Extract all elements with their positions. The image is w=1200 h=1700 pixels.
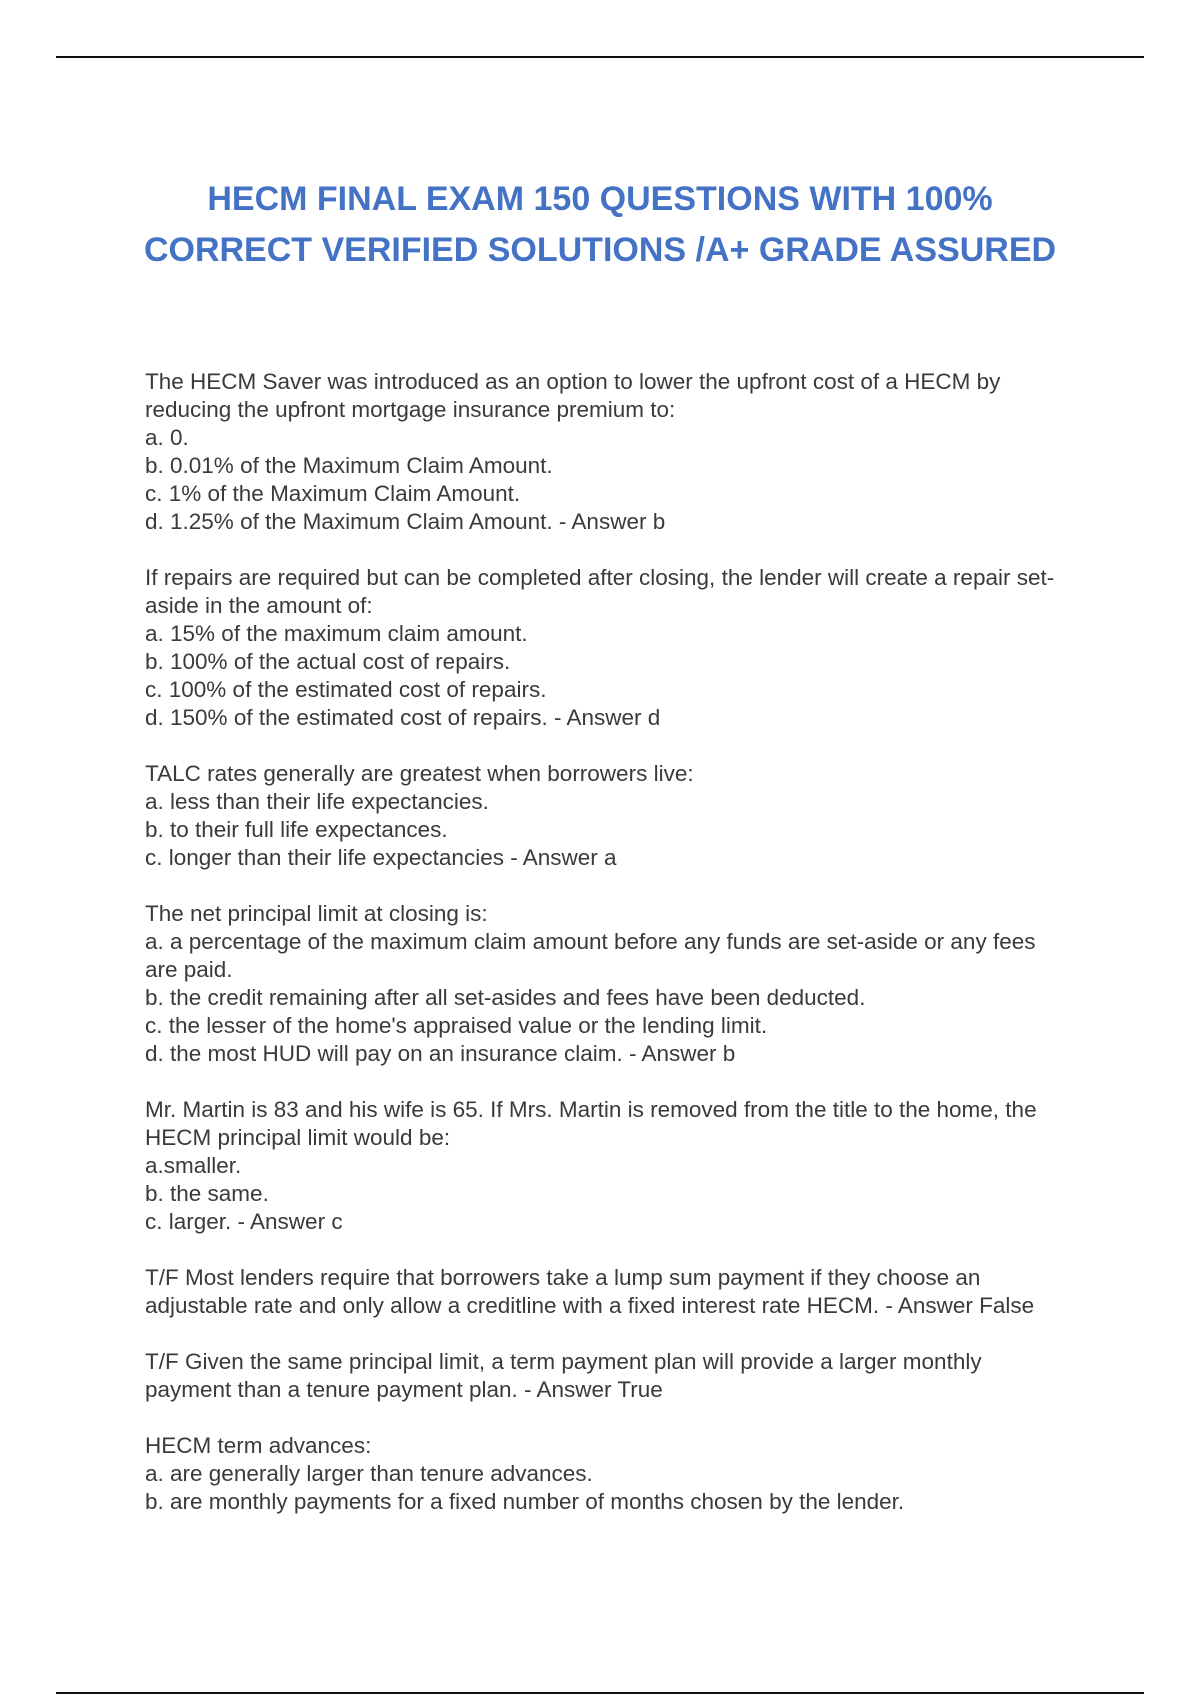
question-stem: The net principal limit at closing is: xyxy=(145,901,488,926)
question-block xyxy=(145,1348,1065,1404)
question-stem: TALC rates generally are greatest when borrowers live: xyxy=(145,761,694,786)
question-block xyxy=(145,760,1065,872)
header-rule xyxy=(56,56,1144,58)
title-line-1: HECM FINAL EXAM 150 QUESTIONS WITH 100% xyxy=(207,180,993,218)
title-line-2: CORRECT VERIFIED SOLUTIONS /A+ GRADE ASSURED xyxy=(143,231,1057,269)
answer-option: b. are monthly payments for a fixed number of months chosen by the lender. xyxy=(145,1489,905,1514)
answer-option: a. a percentage of the maximum claim amount before any funds are set-aside or any fees are paid. xyxy=(145,929,1036,982)
answer-option: a. less than their life expectancies. xyxy=(145,789,489,814)
answer-option: b. the credit remaining after all set-asides and fees have been deducted. xyxy=(145,985,866,1010)
question-block xyxy=(145,368,1065,536)
answer-option: a. are generally larger than tenure advances. xyxy=(145,1461,593,1486)
question-block xyxy=(145,900,1065,1068)
question-stem: HECM term advances: xyxy=(145,1433,372,1458)
footer-rule xyxy=(56,1692,1144,1694)
answer-option: c. the lesser of the home's appraised value or the lending limit. xyxy=(145,1013,768,1038)
question-block xyxy=(145,1432,1065,1516)
answer-option: a. 15% of the maximum claim amount. xyxy=(145,621,528,646)
document-title xyxy=(100,174,1100,276)
question-stem: The HECM Saver was introduced as an option to lower the upfront cost of a HECM by reducing the upfront mortgage insurance premium to: xyxy=(145,369,1001,422)
answer-option: c. larger. - Answer c xyxy=(145,1209,343,1234)
question-list xyxy=(145,368,1065,1544)
question-stem: Mr. Martin is 83 and his wife is 65. If Mrs. Martin is removed from the title to the home, the HECM principal limit would be: xyxy=(145,1097,1037,1150)
answer-option: a. 0. xyxy=(145,425,189,450)
question-stem: T/F Given the same principal limit, a term payment plan will provide a larger monthly payment than a tenure payment plan. - Answer True xyxy=(145,1349,982,1402)
question-block xyxy=(145,1096,1065,1236)
question-stem: If repairs are required but can be completed after closing, the lender will create a repair set-aside in the amount of: xyxy=(145,565,1055,618)
answer-option: d. the most HUD will pay on an insurance claim. - Answer b xyxy=(145,1041,736,1066)
answer-option: c. 100% of the estimated cost of repairs. xyxy=(145,677,547,702)
answer-option: d. 1.25% of the Maximum Claim Amount. - Answer b xyxy=(145,509,666,534)
answer-option: c. longer than their life expectancies - Answer a xyxy=(145,845,617,870)
answer-option: b. to their full life expectances. xyxy=(145,817,448,842)
answer-option: d. 150% of the estimated cost of repairs. - Answer d xyxy=(145,705,661,730)
question-block xyxy=(145,564,1065,732)
answer-option: a.smaller. xyxy=(145,1153,242,1178)
question-block xyxy=(145,1264,1065,1320)
answer-option: b. 0.01% of the Maximum Claim Amount. xyxy=(145,453,553,478)
answer-option: b. 100% of the actual cost of repairs. xyxy=(145,649,511,674)
answer-option: c. 1% of the Maximum Claim Amount. xyxy=(145,481,521,506)
answer-option: b. the same. xyxy=(145,1181,269,1206)
question-stem: T/F Most lenders require that borrowers take a lump sum payment if they choose an adjustable rate and only allow a creditline with a fixed interest rate HECM. - Answer False xyxy=(145,1265,1035,1318)
